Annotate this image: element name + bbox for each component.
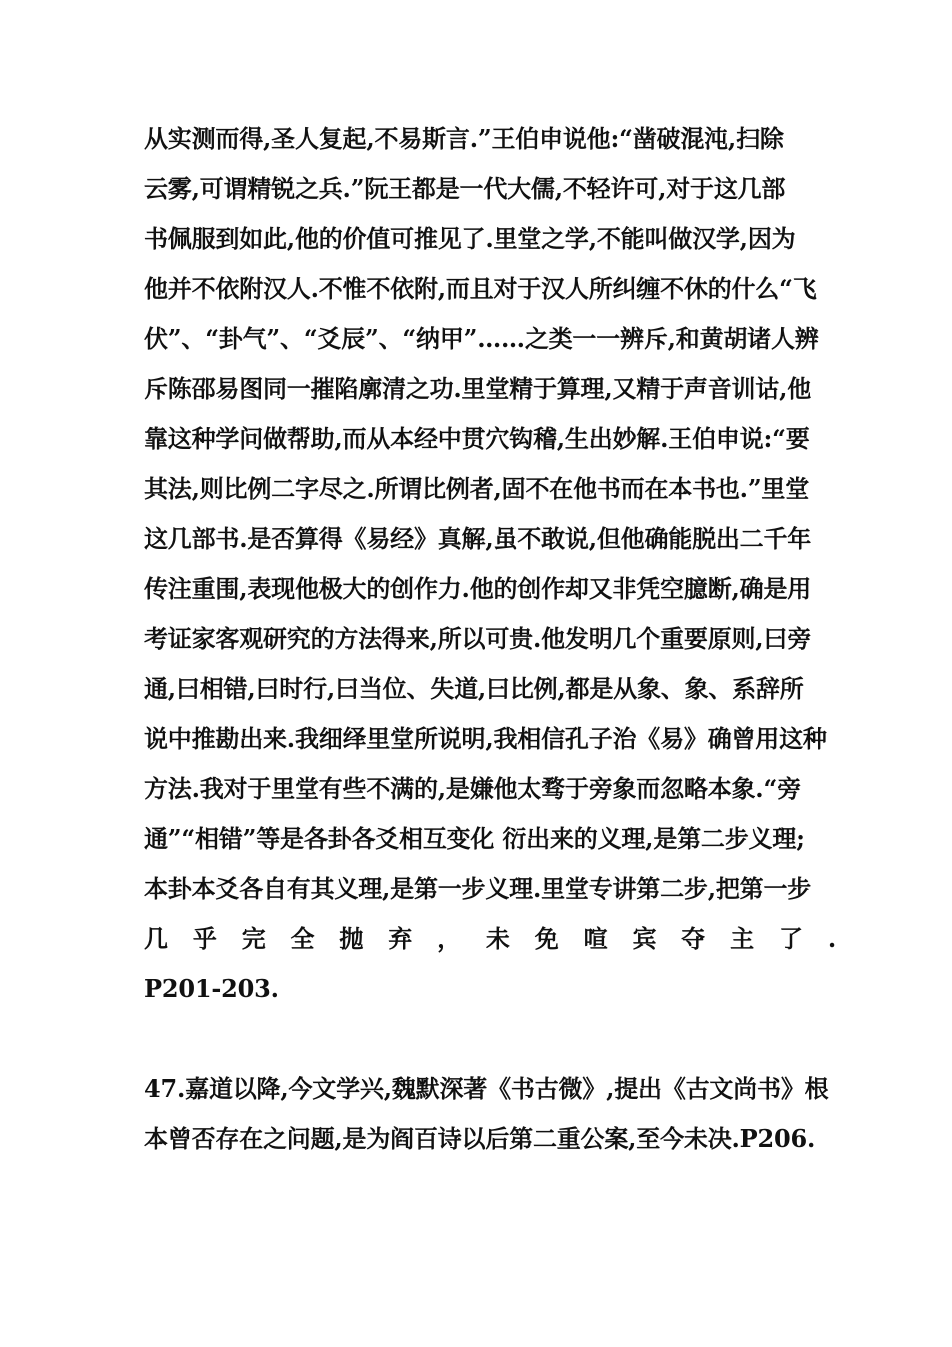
text-line: 考证家客观研究的方法得来,所以可贵.他发明几个重要原则,曰旁 xyxy=(144,624,812,653)
spread-char: 几 xyxy=(144,924,168,953)
text-line: 这几部书.是否算得《易经》真解,虽不敢说,但他确能脱出二千年 xyxy=(144,524,812,553)
justified-text-line xyxy=(144,914,836,964)
text-line: 通,曰相错,曰时行,曰当位、失道,曰比例,都是从象、象、系辞所 xyxy=(144,674,804,703)
text-line: 书佩服到如此,他的价值可推见了.里堂之学,不能叫做汉学,因为 xyxy=(144,224,796,253)
spread-char: 宾 xyxy=(632,924,657,953)
spread-char: 弃 xyxy=(388,924,413,953)
spread-char: 了 xyxy=(778,924,803,953)
text-line: 斥陈邵易图同一摧陷廓清之功.里堂精于算理,又精于声音训诂,他 xyxy=(144,374,812,403)
text-line: 伏”、“卦气”、“爻辰”、“纳甲”……之类一一辨斥,和黄胡诸人辨 xyxy=(144,324,819,353)
spread-char: 完 xyxy=(241,924,266,953)
spread-char: 喧 xyxy=(583,924,608,953)
spread-char: 未 xyxy=(485,924,510,953)
text-line: 本卦本爻各自有其义理,是第一步义理.里堂专讲第二步,把第一步 xyxy=(144,874,812,903)
spread-char: 主 xyxy=(730,924,754,953)
spread-char: 夺 xyxy=(681,924,706,953)
spread-char: 免 xyxy=(534,924,559,953)
text-line: 靠这种学问做帮助,而从本经中贯穴钩稽,生出妙解.王伯申说:“要 xyxy=(144,424,810,453)
text-line: 云雾,可谓精锐之兵.”阮王都是一代大儒,不轻许可,对于这几部 xyxy=(144,174,786,203)
text-line: 说中推勘出来.我细绎里堂所说明,我相信孔子治《易》确曾用这种 xyxy=(144,724,827,753)
page-reference: P201-203. xyxy=(144,974,279,1003)
spread-char: . xyxy=(827,924,836,953)
text-line: 47.嘉道以降,今文学兴,魏默深著《书古微》,提出《古文尚书》根 xyxy=(144,1074,829,1103)
spread-char: 乎 xyxy=(192,924,217,953)
text-line: 他并不依附汉人.不惟不依附,而且对于汉人所纠缠不休的什么“飞 xyxy=(144,274,817,303)
spread-char: 抛 xyxy=(339,924,364,953)
text-line: 通”“相错”等是各卦各爻相互变化 衍出来的义理,是第二步义理; xyxy=(144,824,805,853)
text-line: 从实测而得,圣人复起,不易斯言.”王伯申说他:“凿破混沌,扫除 xyxy=(144,124,784,153)
spread-char: ， xyxy=(437,924,461,953)
text-line: 传注重围,表现他极大的创作力.他的创作却又非凭空臆断,确是用 xyxy=(144,574,812,603)
text-line: 方法.我对于里堂有些不满的,是嫌他太骛于旁象而忽略本象.“旁 xyxy=(144,774,801,803)
text-line: 本曾否存在之问题,是为阎百诗以后第二重公案,至今未决.P206. xyxy=(144,1124,816,1153)
text-line: 其法,则比例二字尽之.所谓比例者,固不在他书而在本书也.”里堂 xyxy=(144,474,810,503)
spread-char: 全 xyxy=(290,924,315,953)
